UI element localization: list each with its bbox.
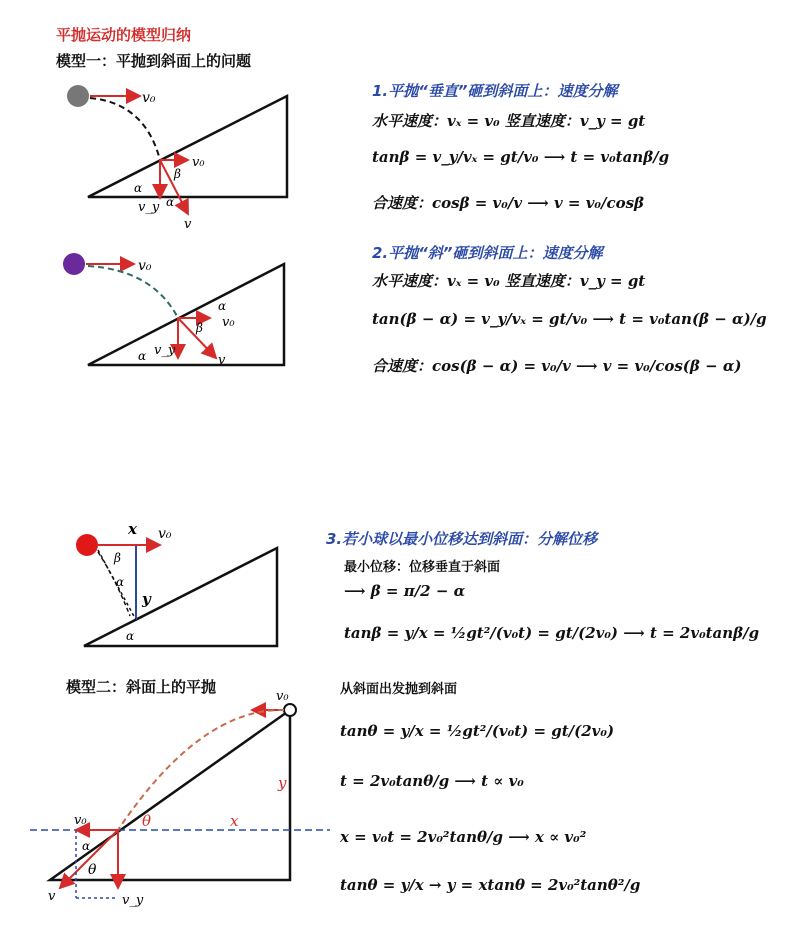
diagram-oblique-impact	[58, 248, 298, 373]
v0-label: v₀	[222, 315, 235, 330]
x-label: x	[128, 520, 137, 538]
incline-triangle	[84, 548, 277, 646]
beta-label: β	[196, 321, 203, 335]
alpha-label-2: α	[166, 195, 175, 209]
y-label: y	[278, 774, 287, 792]
incline-triangle	[88, 96, 287, 197]
beta-label: β	[174, 167, 181, 181]
diagram-min-displacement	[70, 520, 290, 650]
v-label: v	[218, 353, 226, 368]
section4-line2: t = 2v₀tanθ/g ⟶ t ∝ v₀	[340, 772, 524, 790]
theta-label-2: θ	[88, 862, 97, 878]
alpha-label: α	[116, 575, 125, 589]
theta-label: θ	[142, 812, 152, 830]
v-label: v	[48, 889, 56, 904]
section4-line1: tanθ = y/x = ½gt²/(v₀t) = gt/(2v₀)	[340, 722, 615, 740]
v0-label: v₀	[142, 90, 156, 106]
v0-label: v₀	[138, 258, 152, 274]
v0-label: v₀	[158, 526, 172, 542]
section3-note: 最小位移：位移垂直于斜面	[344, 560, 501, 575]
alpha-label: α	[82, 839, 91, 853]
section2-line3: 合速度：cos(β − α) = v₀/v ⟶ v = v₀/cos(β − α)	[372, 357, 742, 375]
ball	[67, 85, 89, 107]
v0-label: v₀	[276, 689, 289, 704]
ball	[63, 253, 85, 275]
section4-line4: tanθ = y/x → y = xtanθ = 2v₀²tanθ²/g	[340, 876, 641, 894]
section2-line1: 水平速度：vₓ = v₀ 竖直速度：v_y = gt	[372, 272, 646, 290]
section1-heading: 1.平抛“垂直”砸到斜面上：速度分解	[372, 82, 618, 100]
diagram-slope-launch	[30, 688, 330, 910]
vy-label: v_y	[154, 343, 176, 358]
section3-line2: tanβ = y/x = ½gt²/(v₀t) = gt/(2v₀) ⟶ t = 2v₀tanβ/g	[344, 624, 760, 642]
section3-heading: 3.若小球以最小位移达到斜面：分解位移	[326, 530, 598, 548]
alpha-label: α	[218, 299, 227, 313]
section4-note: 从斜面出发抛到斜面	[340, 682, 458, 697]
section2-line2: tan(β − α) = v_y/vₓ = gt/v₀ ⟶ t = v₀tan(β − α)/g	[372, 310, 767, 328]
beta-label: β	[114, 551, 121, 565]
v0-label: v₀	[74, 813, 87, 828]
diagram-perpendicular-impact	[50, 78, 300, 233]
ball	[284, 704, 296, 716]
incline-triangle	[88, 264, 284, 365]
section1-line2: tanβ = v_y/vₓ = gt/v₀ ⟶ t = v₀tanβ/g	[372, 148, 670, 166]
alpha-label-2: α	[138, 349, 147, 363]
section2-heading: 2.平抛“斜”砸到斜面上：速度分解	[372, 244, 603, 262]
model-two-heading: 模型二：斜面上的平抛	[66, 678, 217, 696]
model-one-heading: 模型一：平抛到斜面上的问题	[56, 52, 252, 70]
v0-label: v₀	[192, 155, 205, 170]
ball	[76, 534, 98, 556]
section1-line1: 水平速度：vₓ = v₀ 竖直速度：v_y = gt	[372, 112, 646, 130]
section3-line1: ⟶ β = π/2 − α	[344, 582, 466, 600]
alpha-label: α	[134, 181, 143, 195]
incline-triangle	[50, 710, 290, 880]
section1-line3: 合速度：cosβ = v₀/v ⟶ v = v₀/cosβ	[372, 194, 645, 212]
vy-label: v_y	[138, 200, 160, 215]
page-title: 平抛运动的模型归纳	[56, 26, 192, 44]
x-label: x	[230, 812, 239, 830]
vy-label: v_y	[122, 893, 144, 908]
y-label: y	[142, 590, 151, 608]
alpha-label-2: α	[126, 629, 135, 643]
v-label: v	[184, 217, 192, 232]
section4-line3: x = v₀t = 2v₀²tanθ/g ⟶ x ∝ v₀²	[340, 828, 587, 846]
